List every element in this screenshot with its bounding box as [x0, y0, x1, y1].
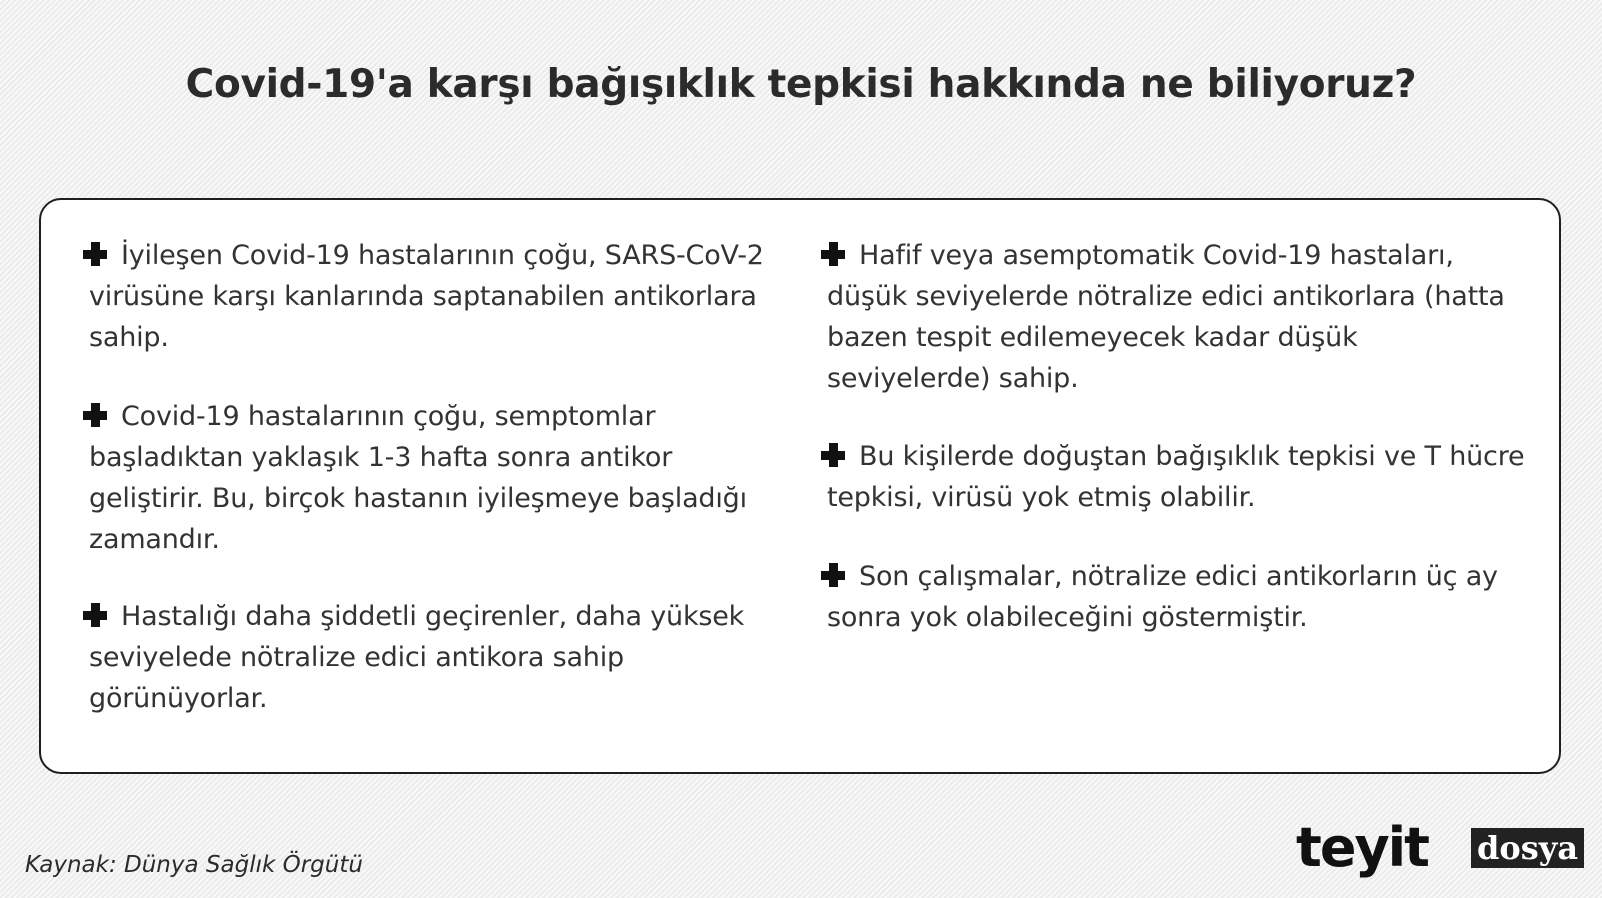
logo-word: teyit: [1296, 816, 1428, 879]
right-item-1: [827, 235, 1527, 399]
left-item-3-text: Hastalığı daha şiddetli geçirenler, daha yüksek seviyelede nötralize edici antikora sahip görünüyorlar.: [89, 601, 745, 714]
plus-icon: [821, 443, 845, 467]
plus-icon: [83, 403, 107, 427]
left-item-2: [89, 396, 789, 560]
teyit-logo: [1296, 818, 1586, 888]
left-item-3: [89, 596, 789, 719]
page-title: Covid-19'a karşı bağışıklık tepkisi hakkında ne biliyoruz?: [185, 62, 1417, 107]
info-card: [39, 198, 1561, 774]
plus-icon: [83, 242, 107, 266]
left-item-1-text: İyileşen Covid-19 hastalarının çoğu, SARS-CoV-2 virüsüne karşı kanlarında saptanabilen antikorlara sahip.: [89, 240, 764, 353]
plus-icon: [821, 563, 845, 587]
right-item-3-text: Son çalışmalar, nötralize edici antikorların üç ay sonra yok olabileceğini göstermiştir.: [827, 561, 1498, 633]
right-item-3: [827, 556, 1527, 638]
plus-icon: [821, 242, 845, 266]
right-item-2: [827, 436, 1527, 518]
right-item-2-text: Bu kişilerde doğuştan bağışıklık tepkisi ve T hücre tepkisi, virüsü yok etmiş olabilir.: [827, 441, 1525, 513]
source-caption: Kaynak: Dünya Sağlık Örgütü: [25, 852, 363, 878]
left-item-1: [89, 235, 789, 358]
plus-icon: [83, 603, 107, 627]
logo-tag: dosya: [1471, 828, 1584, 868]
left-item-2-text: Covid-19 hastalarının çoğu, semptomlar başladıktan yaklaşık 1-3 hafta sonra antikor geliştirir. Bu, birçok hastanın iyileşmeye başladığı zamandır.: [89, 401, 747, 555]
right-item-1-text: Hafif veya asemptomatik Covid-19 hastaları, düşük seviyelerde nötralize edici antikorlara (hatta bazen tespit edilemeyecek kadar düşük seviyelerde) sahip.: [827, 240, 1505, 394]
